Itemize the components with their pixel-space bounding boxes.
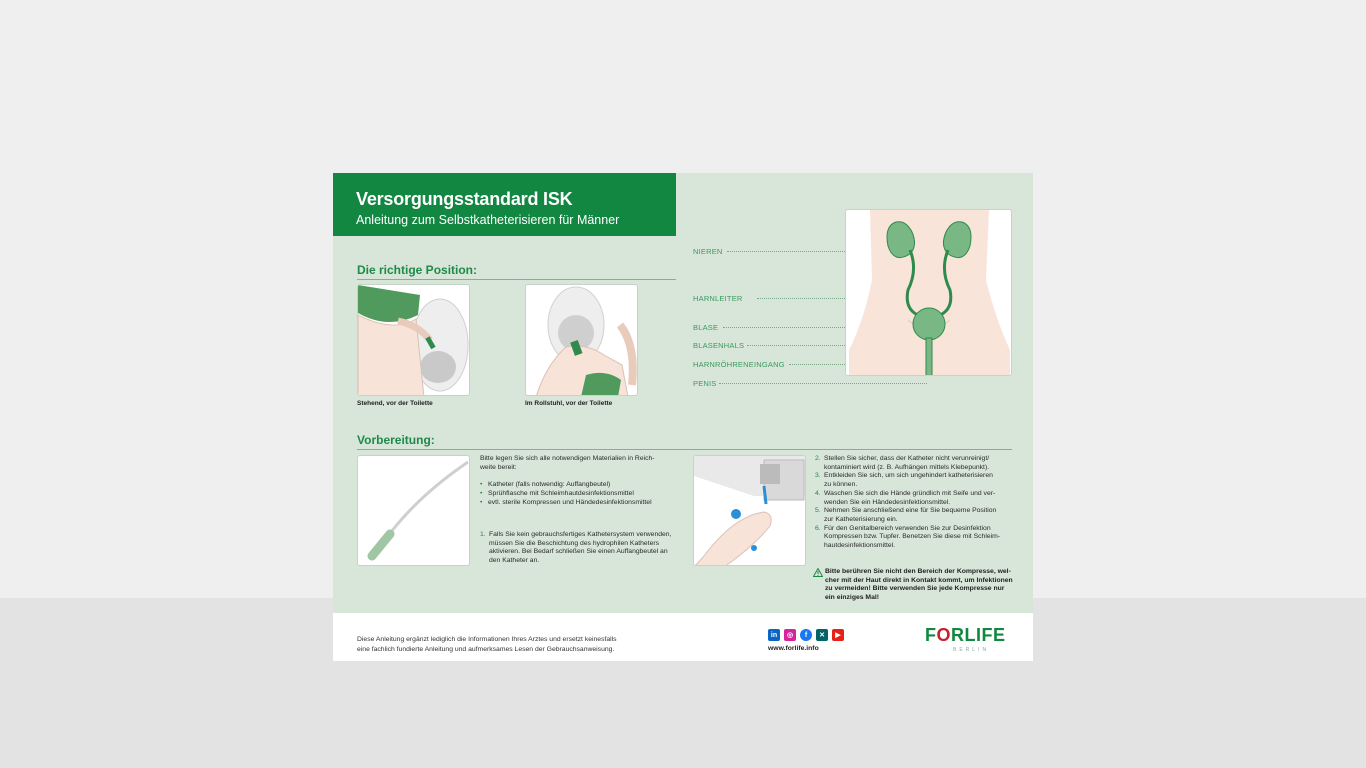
facebook-icon[interactable]: f: [800, 629, 812, 641]
material-item: • Katheter (falls notwendig: Auffangbeutel): [480, 481, 680, 490]
sheet-title: Versorgungsstandard ISK: [356, 189, 573, 209]
wheelchair-position-illustration: [525, 284, 638, 396]
step-4: 4. Waschen Sie sich die Hände gründlich mit Seife und ver- wenden Sie ein Händedesinfektionsmittel.: [815, 489, 996, 506]
instruction-sheet: [333, 173, 1033, 661]
preparation-steps: [815, 455, 1015, 551]
step-3: 3. Entkleiden Sie sich, um sich ungehindert katheterisieren zu können.: [815, 472, 993, 489]
catheter-illustration: [357, 455, 470, 566]
logo-subtitle: BERLIN: [953, 647, 990, 653]
instagram-icon[interactable]: ◎: [784, 629, 796, 641]
material-item: • Sprühflasche mit Schleimhautdesinfektionsmittel: [480, 490, 680, 499]
leader-line-penis: [719, 383, 927, 384]
position-heading: Die richtige Position:: [357, 263, 676, 280]
anatomy-label-blase: BLASE: [693, 323, 719, 332]
social-links: [768, 629, 844, 641]
header-banner: [333, 173, 676, 236]
xing-icon[interactable]: ✕: [816, 629, 828, 641]
step-1: 1. Falls Sie kein gebrauchsfertiges Kathetersystem verwenden, müssen Sie die Beschichtung des hydrophilen Katheters aktivieren. Bei Bedarf schließen Sie einen Auffangbeutel an den Katheter an.: [480, 531, 672, 565]
step-6: 6. Für den Genitalbereich verwenden Sie zur Desinfektion Kompressen bzw. Tupfer. Benetzen Sie diese mit Schleim- hautdesinfektionsmittel.: [815, 524, 1001, 550]
preparation-intro: Bitte legen Sie sich alle notwendigen Materialien in Reich- weite bereit: • Katheter (falls notwendig: Auffangbeutel) • Sprühflasche mit Schleimhautdesinfektionsmittel • evtl. sterile Kompressen und Händedesinfektionsmittel: [480, 455, 680, 508]
step-2: 2. Stellen Sie sicher, dass der Katheter nicht verunreinigt/ kontaminiert wird (z. B. Aufhängen mittels Klebepunkt).: [815, 455, 990, 471]
anatomy-label-nieren: NIEREN: [693, 247, 723, 256]
caption-wheelchair: Im Rollstuhl, vor der Toilette: [525, 400, 613, 407]
warning-note: Bitte berühren Sie nicht den Bereich der Kompresse, wel- cher mit der Haut direkt in Kontakt kommt, um Infektionen zu vermeiden! Bitte verwenden Sie jede Kompresse nur ein einziges Mal!: [813, 568, 1013, 603]
linkedin-icon[interactable]: in: [768, 629, 780, 641]
preparation-heading: Vorbereitung:: [357, 433, 1012, 450]
forlife-logo: FORLIFE: [925, 625, 1006, 645]
anatomy-label-penis: PENIS: [693, 379, 717, 388]
sheet-subtitle: Anleitung zum Selbstkatheterisieren für Männer: [356, 213, 620, 227]
step-5: 5. Nehmen Sie anschließend eine für Sie bequeme Position zur Katheterisierung ein.: [815, 507, 997, 523]
anatomy-label-harnleiter: HARNLEITER: [693, 294, 743, 303]
youtube-icon[interactable]: ▶: [832, 629, 844, 641]
website-link[interactable]: www.forlife.info: [768, 645, 819, 652]
sheet-footer: [333, 613, 1033, 661]
caption-standing: Stehend, vor der Toilette: [357, 400, 433, 407]
handwashing-illustration: [693, 455, 806, 566]
warning-triangle-icon: [813, 568, 823, 577]
anatomy-illustration: [845, 209, 1012, 376]
disclaimer: Diese Anleitung ergänzt lediglich die Informationen Ihres Arztes und ersetzt keinesfalls eine fachlich fundierte Anleitung und aufmerksames Lesen der Gebrauchsanweisung.: [357, 636, 617, 653]
materials-list: [480, 481, 680, 507]
standing-position-illustration: [357, 284, 470, 396]
anatomy-label-blasenhals: BLASENHALS: [693, 341, 745, 350]
anatomy-label-harnroehreneingang: HARNRÖHRENEINGANG: [693, 360, 785, 369]
material-item: • evtl. sterile Kompressen und Händedesinfektionsmittel: [480, 499, 680, 508]
